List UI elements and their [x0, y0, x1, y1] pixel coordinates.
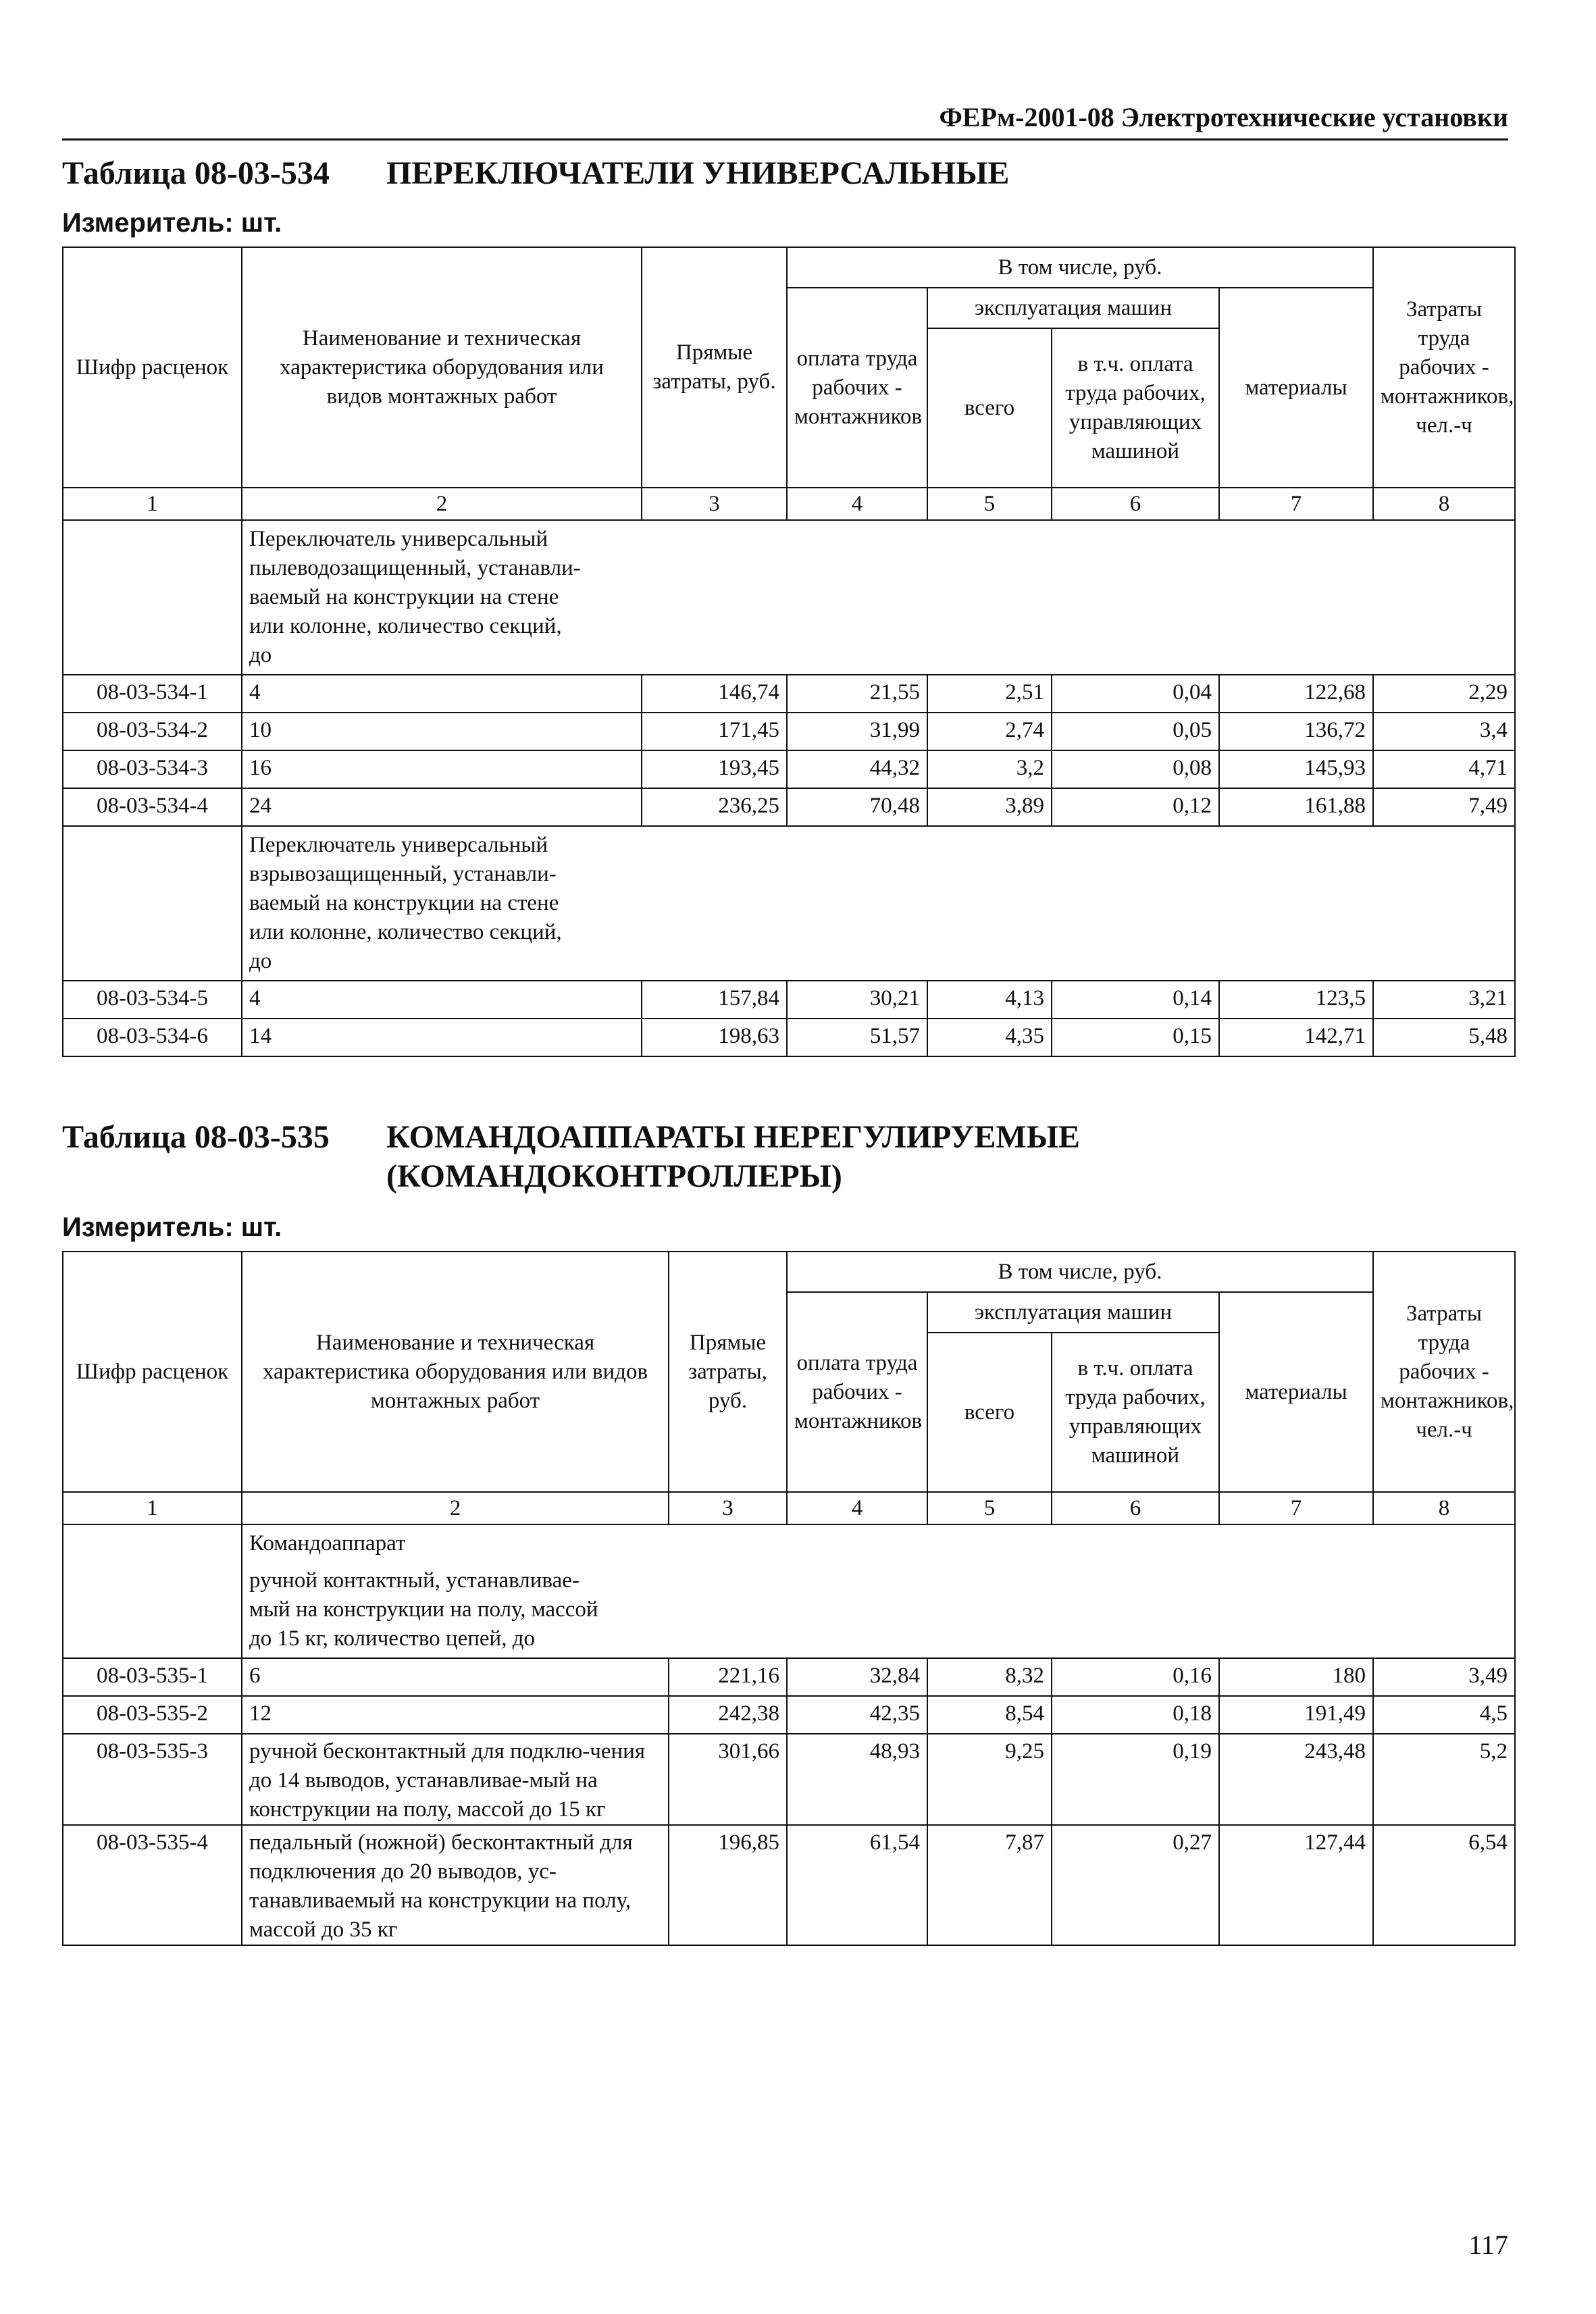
group-line: мый на конструкции на полу, массой [249, 1597, 598, 1622]
rate-code: 08-03-534-4 [63, 788, 242, 826]
labor-hours: 5,2 [1373, 1734, 1515, 1825]
group-line: до [249, 643, 272, 667]
machine-cost: 7,87 [927, 1825, 1052, 1945]
header-machine: эксплуатация машин [927, 1292, 1219, 1333]
rate-code: 08-03-534-6 [63, 1019, 242, 1056]
group-line: ручной контактный, устанавливае- [249, 1568, 580, 1593]
group-line: или колонне, количество секций, [249, 614, 562, 638]
table1-number: Таблица 08-03-534 [62, 155, 330, 191]
wage-cost: 30,21 [787, 981, 927, 1019]
direct-cost: 236,25 [642, 788, 787, 826]
header-rule [62, 138, 1508, 140]
table-row [63, 1658, 1515, 1696]
group-line: ваемый на конструкции на стене [249, 891, 559, 915]
wage-cost: 61,54 [787, 1825, 927, 1945]
table2-title [62, 1118, 1080, 1196]
group-line: пылеводозащищенный, устанавли- [249, 556, 581, 580]
table-row [63, 713, 1515, 750]
labor-hours: 7,49 [1373, 788, 1515, 826]
work-name: 12 [242, 1696, 669, 1734]
table-row [63, 788, 1515, 826]
header-incl: В том числе, руб. [787, 1252, 1373, 1292]
column-number: 3 [642, 488, 787, 520]
rate-code: 08-03-535-4 [63, 1825, 242, 1945]
work-name: 10 [242, 713, 642, 750]
work-name: педальный (ножной) бесконтактный для подключения до 20 выводов, ус-танавливаемый на конструкции на полу, массой до 35 кг [242, 1825, 669, 1945]
direct-cost: 198,63 [642, 1019, 787, 1056]
materials-cost: 180 [1219, 1658, 1373, 1696]
table2-unit: Измеритель: шт. [62, 1212, 282, 1242]
labor-hours: 3,4 [1373, 713, 1515, 750]
table-row [63, 750, 1515, 788]
group-description [242, 520, 1515, 675]
wage-cost: 42,35 [787, 1696, 927, 1734]
machine-wage-cost: 0,16 [1052, 1658, 1219, 1696]
header-labor: Затраты труда рабочих - монтажников, чел.-ч [1373, 247, 1515, 488]
machine-cost: 2,74 [927, 713, 1052, 750]
table2-name-line: (КОМАНДОКОНТРОЛЛЕРЫ) [386, 1158, 842, 1194]
column-number: 4 [787, 488, 927, 520]
group-row [63, 826, 1515, 981]
machine-wage-cost: 0,19 [1052, 1734, 1219, 1825]
direct-cost: 193,45 [642, 750, 787, 788]
table-row [63, 981, 1515, 1019]
machine-wage-cost: 0,14 [1052, 981, 1219, 1019]
header-direct: Прямые затраты, руб. [642, 247, 787, 488]
work-name: 24 [242, 788, 642, 826]
machine-cost: 8,32 [927, 1658, 1052, 1696]
rate-code: 08-03-534-1 [63, 675, 242, 713]
rate-code: 08-03-535-3 [63, 1734, 242, 1825]
column-number: 8 [1373, 488, 1515, 520]
table2-name [386, 1118, 1080, 1196]
header-labor: Затраты труда рабочих - монтажников, чел.-ч [1373, 1252, 1515, 1492]
work-name: 16 [242, 750, 642, 788]
table2-grid [62, 1251, 1516, 1946]
wage-cost: 48,93 [787, 1734, 927, 1825]
work-name: 14 [242, 1019, 642, 1056]
wage-cost: 32,84 [787, 1658, 927, 1696]
running-header: ФЕРм-2001-08 Электротехнические установки [939, 102, 1508, 132]
machine-cost: 3,89 [927, 788, 1052, 826]
group-line: Переключатель универсальный [249, 833, 548, 857]
direct-cost: 221,16 [669, 1658, 787, 1696]
labor-hours: 3,21 [1373, 981, 1515, 1019]
column-number: 7 [1219, 1492, 1373, 1524]
table1-name-line: ПЕРЕКЛЮЧАТЕЛИ УНИВЕРСАЛЬНЫЕ [386, 155, 1010, 191]
materials-cost: 136,72 [1219, 713, 1373, 750]
column-number: 4 [787, 1492, 927, 1524]
materials-cost: 123,5 [1219, 981, 1373, 1019]
rate-code: 08-03-535-2 [63, 1696, 242, 1734]
rate-code: 08-03-534-5 [63, 981, 242, 1019]
group-description [242, 1524, 1515, 1658]
table1-grid [62, 247, 1516, 1057]
group-row [63, 520, 1515, 675]
machine-cost: 9,25 [927, 1734, 1052, 1825]
header-code: Шифр расценок [63, 247, 242, 488]
table-row [63, 1734, 1515, 1825]
header-wage: оплата труда рабочих - монтажников [787, 1292, 927, 1492]
work-name: 4 [242, 981, 642, 1019]
machine-cost: 8,54 [927, 1696, 1052, 1734]
machine-cost: 3,2 [927, 750, 1052, 788]
wage-cost: 44,32 [787, 750, 927, 788]
direct-cost: 242,38 [669, 1696, 787, 1734]
rate-code: 08-03-535-1 [63, 1658, 242, 1696]
materials-cost: 145,93 [1219, 750, 1373, 788]
header-machine-total: всего [927, 328, 1052, 488]
column-number: 1 [63, 488, 242, 520]
direct-cost: 146,74 [642, 675, 787, 713]
rate-code: 08-03-534-2 [63, 713, 242, 750]
direct-cost: 196,85 [669, 1825, 787, 1945]
wage-cost: 21,55 [787, 675, 927, 713]
table2-name-line: КОМАНДОАППАРАТЫ НЕРЕГУЛИРУЕМЫЕ [386, 1119, 1080, 1155]
wage-cost: 70,48 [787, 788, 927, 826]
column-number: 2 [242, 1492, 669, 1524]
materials-cost: 243,48 [1219, 1734, 1373, 1825]
group-description [242, 826, 1515, 981]
column-number: 7 [1219, 488, 1373, 520]
labor-hours: 3,49 [1373, 1658, 1515, 1696]
header-materials: материалы [1219, 1292, 1373, 1492]
labor-hours: 5,48 [1373, 1019, 1515, 1056]
header-machine-wage: в т.ч. оплата труда рабочих, управляющих машиной [1052, 328, 1219, 488]
machine-wage-cost: 0,05 [1052, 713, 1219, 750]
column-number: 1 [63, 1492, 242, 1524]
header-direct: Прямые затраты, руб. [669, 1252, 787, 1492]
machine-cost: 4,13 [927, 981, 1052, 1019]
labor-hours: 4,5 [1373, 1696, 1515, 1734]
header-machine: эксплуатация машин [927, 288, 1219, 328]
header-machine-wage: в т.ч. оплата труда рабочих, управляющих машиной [1052, 1333, 1219, 1492]
column-number: 5 [927, 1492, 1052, 1524]
machine-cost: 4,35 [927, 1019, 1052, 1056]
group-code-empty [63, 520, 242, 675]
direct-cost: 157,84 [642, 981, 787, 1019]
machine-wage-cost: 0,15 [1052, 1019, 1219, 1056]
column-number: 3 [669, 1492, 787, 1524]
rate-code: 08-03-534-3 [63, 750, 242, 788]
group-line: Переключатель универсальный [249, 527, 548, 551]
materials-cost: 122,68 [1219, 675, 1373, 713]
table2-number: Таблица 08-03-535 [62, 1119, 330, 1155]
column-number: 5 [927, 488, 1052, 520]
table-row [63, 675, 1515, 713]
labor-hours: 2,29 [1373, 675, 1515, 713]
materials-cost: 127,44 [1219, 1825, 1373, 1945]
work-name: ручной бесконтактный для подклю-чения до 14 выводов, устанавливае-мый на конструкции на полу, массой до 15 кг [242, 1734, 669, 1825]
header-code: Шифр расценок [63, 1252, 242, 1492]
machine-wage-cost: 0,08 [1052, 750, 1219, 788]
group-line: до 15 кг, количество цепей, до [249, 1626, 535, 1651]
page-number: 117 [1468, 2230, 1508, 2260]
machine-wage-cost: 0,18 [1052, 1696, 1219, 1734]
header-materials: материалы [1219, 288, 1373, 488]
group-line: или колонне, количество секций, [249, 920, 562, 944]
work-name: 4 [242, 675, 642, 713]
table-row [63, 1696, 1515, 1734]
materials-cost: 161,88 [1219, 788, 1373, 826]
column-number: 2 [242, 488, 642, 520]
header-name: Наименование и техническая характеристика оборудования или видов монтажных работ [242, 247, 642, 488]
header-incl: В том числе, руб. [787, 247, 1373, 288]
table-row [63, 1019, 1515, 1056]
work-name: 6 [242, 1658, 669, 1696]
column-number: 6 [1052, 488, 1219, 520]
table1-name [386, 154, 1009, 193]
materials-cost: 142,71 [1219, 1019, 1373, 1056]
column-number: 8 [1373, 1492, 1515, 1524]
column-number: 6 [1052, 1492, 1219, 1524]
machine-cost: 2,51 [927, 675, 1052, 713]
group-line: ваемый на конструкции на стене [249, 585, 559, 609]
wage-cost: 51,57 [787, 1019, 927, 1056]
machine-wage-cost: 0,12 [1052, 788, 1219, 826]
header-machine-total: всего [927, 1333, 1052, 1492]
group-code-empty [63, 826, 242, 981]
header-name: Наименование и техническая характеристика оборудования или видов монтажных работ [242, 1252, 669, 1492]
machine-wage-cost: 0,27 [1052, 1825, 1219, 1945]
wage-cost: 31,99 [787, 713, 927, 750]
materials-cost: 191,49 [1219, 1696, 1373, 1734]
direct-cost: 301,66 [669, 1734, 787, 1825]
group-title: Командоаппарат [249, 1531, 406, 1555]
table1-unit: Измеритель: шт. [62, 208, 282, 238]
table1-title [62, 154, 1009, 193]
labor-hours: 4,71 [1373, 750, 1515, 788]
header-wage: оплата труда рабочих - монтажников [787, 288, 927, 488]
direct-cost: 171,45 [642, 713, 787, 750]
machine-wage-cost: 0,04 [1052, 675, 1219, 713]
group-line: взрывозащищенный, устанавли- [249, 862, 557, 886]
labor-hours: 6,54 [1373, 1825, 1515, 1945]
table-row [63, 1825, 1515, 1945]
group-line: до [249, 949, 272, 973]
